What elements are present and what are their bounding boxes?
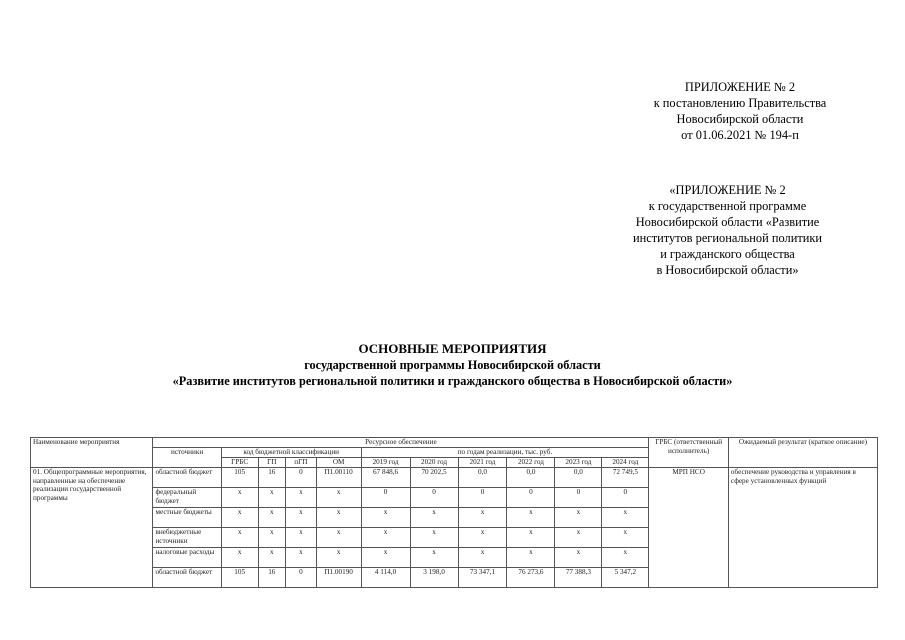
year-value-cell: 0	[555, 488, 602, 508]
grbs-cell: x	[221, 528, 258, 548]
source-cell: областной бюджет	[153, 468, 221, 488]
year-value-cell: x	[361, 548, 410, 568]
pgp-cell: 0	[286, 568, 317, 588]
grbs-cell: x	[221, 488, 258, 508]
appendix-line: и гражданского общества	[660, 247, 795, 261]
source-cell: внебюджетные источники	[153, 528, 221, 548]
pgp-cell: x	[286, 508, 317, 528]
year-value-cell: 70 202,5	[410, 468, 458, 488]
year-value-cell: x	[555, 508, 602, 528]
gp-cell: x	[258, 508, 286, 528]
title-line: ОСНОВНЫЕ МЕРОПРИЯТИЯ	[358, 341, 547, 356]
responsible-executor: МРП НСО	[649, 468, 729, 588]
year-value-cell: 0	[410, 488, 458, 508]
appendix-line: «ПРИЛОЖЕНИЕ № 2	[669, 183, 786, 197]
source-cell: местные бюджеты	[153, 508, 221, 528]
document-title	[0, 341, 905, 389]
header-code-col: ГП	[258, 458, 286, 468]
header-year: 2021 год	[458, 458, 507, 468]
year-value-cell: x	[410, 528, 458, 548]
year-value-cell: x	[458, 548, 507, 568]
year-value-cell: 0	[361, 488, 410, 508]
header-year: 2024 год	[602, 458, 649, 468]
appendix-line: Новосибирской области	[676, 112, 804, 126]
year-value-cell: x	[602, 528, 649, 548]
year-value-cell: x	[361, 528, 410, 548]
pgp-cell: x	[286, 548, 317, 568]
pgp-cell: 0	[286, 468, 317, 488]
om-cell: x	[316, 508, 361, 528]
year-value-cell: 77 388,3	[555, 568, 602, 588]
gp-cell: 16	[258, 568, 286, 588]
appendix-line: от 01.06.2021 № 194-п	[681, 128, 799, 142]
year-value-cell: x	[507, 548, 555, 568]
header-year: 2022 год	[507, 458, 555, 468]
source-cell: областной бюджет	[153, 568, 221, 588]
gp-cell: x	[258, 488, 286, 508]
year-value-cell: 0,0	[458, 468, 507, 488]
activities-table	[30, 437, 878, 588]
grbs-cell: 105	[221, 568, 258, 588]
om-cell: x	[316, 548, 361, 568]
grbs-cell: x	[221, 548, 258, 568]
om-cell: П1.00110	[316, 468, 361, 488]
activity-name: 01. Общепрограммные мероприятия, направленные на обеспечение реализации государственной программы	[31, 468, 153, 588]
year-value-cell: 0	[507, 488, 555, 508]
year-value-cell: x	[410, 508, 458, 528]
year-value-cell: 0	[602, 488, 649, 508]
om-cell: П1.00190	[316, 568, 361, 588]
header-expected-result: Ожидаемый результат (краткое описание)	[728, 438, 877, 468]
year-value-cell: x	[361, 508, 410, 528]
year-value-cell: x	[458, 508, 507, 528]
header-name: Наименование мероприятия	[31, 438, 153, 468]
year-value-cell: 67 848,6	[361, 468, 410, 488]
header-budget-code: код бюджетной классификации	[221, 448, 361, 458]
source-cell: налоговые расходы	[153, 548, 221, 568]
pgp-cell: x	[286, 528, 317, 548]
header-year: 2023 год	[555, 458, 602, 468]
header-resources: Ресурсное обеспечение	[153, 438, 649, 448]
gp-cell: x	[258, 528, 286, 548]
header-code-col: ОМ	[316, 458, 361, 468]
header-code-col: пГП	[286, 458, 317, 468]
header-by-years: по годам реализации, тыс. руб.	[361, 448, 649, 458]
table-row	[31, 468, 878, 488]
year-value-cell: x	[555, 548, 602, 568]
header-year: 2020 год	[410, 458, 458, 468]
source-cell: федеральный бюджет	[153, 488, 221, 508]
gp-cell: x	[258, 548, 286, 568]
header-year: 2019 год	[361, 458, 410, 468]
year-value-cell: x	[410, 548, 458, 568]
pgp-cell: x	[286, 488, 317, 508]
year-value-cell: 4 114,0	[361, 568, 410, 588]
appendix-line: к постановлению Правительства	[653, 96, 827, 110]
om-cell: x	[316, 488, 361, 508]
appendix-line: в Новосибирской области»	[656, 263, 799, 277]
header-sources: источники	[153, 448, 221, 468]
year-value-cell: 5 347,2	[602, 568, 649, 588]
appendix-header	[580, 79, 900, 143]
header-grbs-responsible: ГРБС (ответственный исполнитель)	[649, 438, 729, 468]
year-value-cell: x	[507, 528, 555, 548]
year-value-cell: 3 198,0	[410, 568, 458, 588]
year-value-cell: 73 347,1	[458, 568, 507, 588]
year-value-cell: 0	[458, 488, 507, 508]
grbs-cell: x	[221, 508, 258, 528]
appendix-line: ПРИЛОЖЕНИЕ № 2	[684, 80, 796, 94]
appendix-line: институтов региональной политики	[632, 231, 823, 245]
year-value-cell: 76 273,6	[507, 568, 555, 588]
year-value-cell: x	[602, 508, 649, 528]
appendix-line: Новосибирской области «Развитие	[635, 215, 820, 229]
appendix-line: к государственной программе	[648, 199, 807, 213]
year-value-cell: x	[507, 508, 555, 528]
year-value-cell: 0,0	[507, 468, 555, 488]
program-appendix-header	[575, 182, 880, 278]
header-code-col: ГРБС	[221, 458, 258, 468]
title-line: «Развитие институтов региональной политики и гражданского общества в Новосибирской области»	[172, 374, 733, 388]
grbs-cell: 105	[221, 468, 258, 488]
expected-result: обеспечение руководства и управления в сфере установленных функций	[728, 468, 877, 588]
year-value-cell: x	[555, 528, 602, 548]
om-cell: x	[316, 528, 361, 548]
gp-cell: 16	[258, 468, 286, 488]
year-value-cell: x	[602, 548, 649, 568]
year-value-cell: 0,0	[555, 468, 602, 488]
year-value-cell: x	[458, 528, 507, 548]
year-value-cell: 72 749,5	[602, 468, 649, 488]
title-line: государственной программы Новосибирской области	[304, 358, 601, 372]
